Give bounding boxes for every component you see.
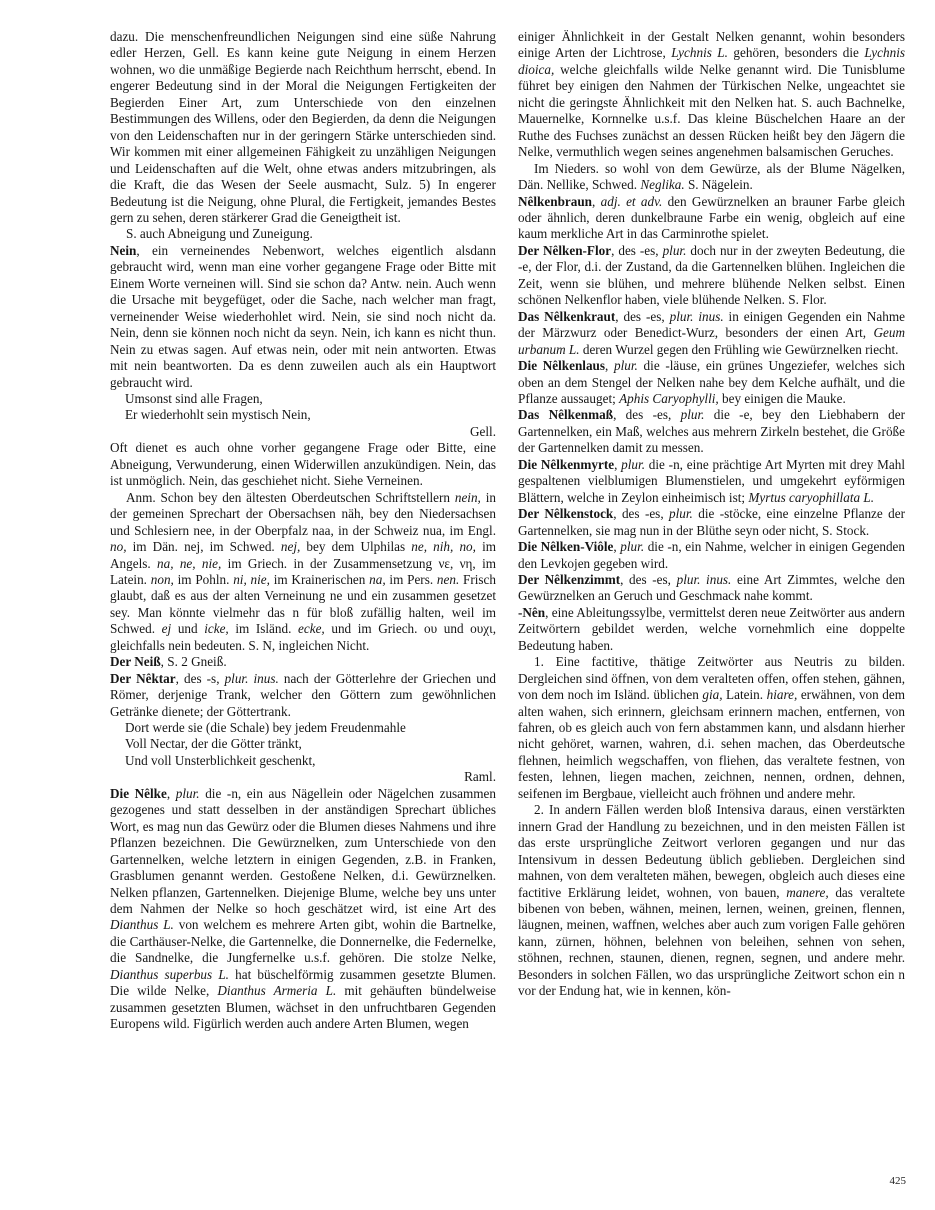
headword-nelkenbraun: Nêlkenbraun bbox=[518, 193, 593, 209]
headword-nelkenstock: Der Nêlkenstock bbox=[518, 506, 614, 522]
headword-nelkenlaus: Die Nêlkenlaus bbox=[518, 358, 606, 374]
entry-neiss: Der Neiß, S. 2 Gneiß. bbox=[110, 654, 227, 670]
headword-nelkenmass: Das Nêlkenmaß bbox=[518, 407, 614, 423]
headword-nelken-viole: Die Nêlken-Viôle bbox=[518, 539, 614, 555]
entry-nelkenmyrte: Die Nêlkenmyrte, plur. die -n, eine prächtige Art Myrten mit drey Mahl gespaltenen vielblumigen Blumenstielen, und umgekehrt eyförmigen Blättern, welche in Zeylon einheimisch ist; Myrtus caryophillata L. bbox=[518, 456, 906, 505]
verse-source: Gell. bbox=[469, 423, 496, 439]
entry-nelken-flor: Der Nêlken-Flor, des -es, plur. doch nur in der zweyten Bedeutung, die -e, der Flor, d.i. der Zustand, da die Gartennelken blühen. Ingleichen die Zeit, wenn sie blühen, und mehrere blühende Nelken selbst. Einen schönen Nelkenflor haben, viele blühende Nelken. S. Flor. bbox=[518, 242, 905, 308]
headword-neiss: Der Neiß bbox=[110, 654, 161, 670]
entry-nelkenlaus: Die Nêlkenlaus, plur. die -läuse, ein grünes Ungeziefer, welches sich oben an dem Stengel der Nelken nahe bey dem Kelche aufhält, und die Pflanze aussauget; Aphis Caryophylli, bey einigen die Mauke. bbox=[518, 358, 905, 406]
headword-nelkenmyrte: Die Nêlkenmyrte bbox=[518, 456, 615, 472]
entry-nein: Nein, ein verneinendes Nebenwort, welches eigentlich alsdann gebraucht wird, wenn man eine vorher gegangene Frage oder Bitte mit Einem Worte verneinen will. Sind sie schon da? Antw. nein. Auch wenn die Ursache mit beygefüget, oder die Sache, nach welcher man fragt, verneinender Weise wiederhohlet wird. Nein, sie sind noch nicht da. Nein, denn sie können noch nicht da seyn. Nein, ich kann es nicht thun. Nein zu etwas sagen. Auf etwas nein, oder mit nein antworten. Etwas mit nein beantworten. Da es denn zuweilen auch als ein Hauptwort gebraucht wird. bbox=[110, 242, 496, 390]
nen-sense-2: 2. In andern Fällen werden bloß Intensiva daraus, einen verstärkten innern Grad der Handlung zu bezeichnen, und in den meisten Fällen ist das erste ursprüngliche Zeitwort verloren gegangen und nur das Intensivum in dessen Bedeutung üblich geblieben. Dergleichen sind mahnen, von dem veralteten mähen, bewegen, obgleich auch dieses eine factitive Erklärung leidet, wohnen, von bauen, manere, das veraltete bibenen von beben, wähnen, meinen, lernen, weinen, greinen, flennen, läugnen, meinen, waffnen, welches aber auch zum vorigen Falle gehören kann, zürnen, höhnen, belehnen von beleihen, sehnen von sehen, stöhnen, rechnen, staunen, dienen, regnen, segnen, und andere mehr. Besonders in solchen Fällen, wo das ursprüngliche Zeitwort schon ein n vor der Endung hat, wie in kennen, kön- bbox=[518, 802, 905, 999]
right-column bbox=[518, 29, 905, 1000]
entry-nelke: Die Nêlke, plur. die -n, ein aus Nägellein oder Nägelchen zusammen gezogenes und statt desselben in der anständigen Sprechart übliches Wort, es mag nun das Gewürz oder die Blumen dieses Nahmens und ihre Pflanzen bezeichnen. Die Gewürznelken, zum Unterschiede von den Gartennelken, welche letztern in einigen Gegenden, z.B. in Franken, Grasblumen genannt werden. Gestoßene Nelken, d.i. Gewürznelken. Nelken pflanzen, Gartennelken. Diejenige Blume, welche bey uns unter dem Nahmen der Nelke so hoch geschätzet wird, ist eine Art des Dianthus L. von welchem es mehrere Arten gibt, wohin die Bartnelke, die Carthäuser-Nelke, die Gartennelke, die Donnernelke, die Federnelke, die Sandnelke, die Jungfernelke u.s.f. gehören. Die stolze Nelke, Dianthus superbus L. hat büschelförmig zusammen gesetzte Blumen. Die wilde Nelke, Dianthus Armeria L. mit gehäuften bündelweise zusammen gesetzten Blumen, wächset in den unfruchtbaren Gegenden Europens wild. Figürlich werden auch andere Arten Blumen, wegen bbox=[110, 785, 496, 1032]
verse-line: Und voll Unsterblichkeit geschenkt, bbox=[125, 752, 316, 768]
entry-nelken-viole: Die Nêlken-Viôle, plur. die -n, ein Nahme, welcher in einigen Gegenden den Levkojen gegeben wird. bbox=[518, 539, 905, 571]
verse-line: Er wiederhohlt sein mystisch Nein, bbox=[125, 407, 311, 423]
entry-nektar: Der Nêktar, des -s, plur. inus. nach der Götterlehre der Griechen und Römer, derjenige Trank, welcher den Göttern zum gewöhnlichen Getränke dienete; der Göttertrank. bbox=[110, 670, 496, 719]
entry-nelkenstock: Der Nêlkenstock, des -es, plur. die -stöcke, eine einzelne Pflanze der Gartennelken, sie mag nun in der Blüthe seyn oder nicht, S. Stock. bbox=[518, 506, 905, 538]
headword-nektar: Der Nêktar bbox=[110, 670, 176, 686]
verse-line: Dort werde sie (die Schale) bey jedem Freudenmahle bbox=[125, 720, 406, 736]
entry-nelkenbraun: Nêlkenbraun, adj. et adv. den Gewürznelken an brauner Farbe gleich oder ähnlich, deren dunkelbraune Farbe ein wenig, obgleich auf eine kaum merkliche Art in das Carminrothe spielet. bbox=[518, 193, 905, 242]
nen-sense-1: 1. Eine factitive, thätige Zeitwörter aus Neutris zu bilden. Dergleichen sind öffnen, von dem veralteten offen, offen stehen, gähnen, von dem noch im Isländ. üblichen gia, Latein. hiare, erwähnen, von dem alten wahen, sich erinnern, gleichsam erinnern machen, entfernen, von fahren, ob es gleich auch von fern abstammen kann, und alsdann hierher nicht gehöret, warnen, wahren, d.i. sehen machen, das Oberdeutsche flehnen, heimlich wegschaffen, von fliehen, das veraltete festnen, von festen, lehnen, liegen machen, zeichnen, nennen, ordnen, dehnen, seifenen im Bergbaue, vielleicht auch fröhnen und andere mehr. bbox=[518, 654, 905, 801]
verse-line: Umsonst sind alle Fragen, bbox=[125, 390, 263, 406]
headword-nelkenkraut: Das Nêlkenkraut bbox=[518, 308, 616, 324]
entry-nen: -Nên, eine Ableitungssylbe, vermittelst deren neue Zeitwörter aus andern Zeitwörtern gebildet werden, welche vornehmlich eine doppelte Bedeutung haben. bbox=[518, 604, 905, 653]
neigung-continuation: dazu. Die menschenfreundlichen Neigungen sind eine süße Nahrung edler Herzen, Gell. Es kann keine gute Neigung in einem Herzen wohnen, wo die unmäßige Begierde nach Reichthum herrscht, ebend. In engerer Bedeutung sind in der Moral die Neigungen Fertigkeiten der Begierden Einer Art, zum Unterschiede von den einzelnen Bestimmungen des Willens, oder den Begierden, da denn die Neigungen von den Leidenschaften nur in der geringern Stärke unterschieden sind. Wir kommen mit einer allgemeinen Fähigkeit zu unzähligen Neigungen und Leidenschaften auf die Welt, ohne etwas anders mitzubringen, als die Kraft, die das Wesen der Seele ausmacht, Sulz. 5) In engerer Bedeutung ist die Neigung, ohne Plural, die Fertigkeit, jemandes Bestes gern zu sehen, deren stärkerer Grad die Geneigtheit ist. bbox=[110, 29, 496, 225]
neigung-see-also: S. auch Abneigung und Zuneigung. bbox=[126, 226, 313, 242]
nein-annotation: Anm. Schon bey den ältesten Oberdeutschen Schriftstellern nein, in der gemeinen Sprechart der Obersachsen näh, bey den Niedersachsen und Schlesiern nee, in der Oberpfalz naa, in der Schweiz nua, im Engl. no, im Dän. nej, im Schwed. nej, bey dem Ulphilas ne, nih, no, im Angels. na, ne, nie, im Griech. in der Zusammensetzung νε, νη, im Latein. non, im Pohln. ni, nie, im Krainerischen na, im Pers. nen. Frisch glaubt, daß es aus der alten Verneinung ne und ein zusammen gesetzet sey. Man könnte vielmehr das n für bloß zufällig halten, weil im Schwed. ej und icke, im Isländ. ecke, und im Griech. ου und ουχι, gleichfalls nein bedeuten. S. N, ingleichen Nicht. bbox=[110, 489, 496, 653]
headword-nen: -Nên bbox=[518, 604, 546, 620]
page-number: 425 bbox=[889, 1175, 906, 1187]
left-column bbox=[110, 29, 496, 1033]
nelke-etymology: Im Nieders. so wohl von dem Gewürze, als der Blume Nägelken, Dän. Nellike, Schwed. Neglika. S. Nägelein. bbox=[518, 160, 905, 193]
entry-nelkenmass: Das Nêlkenmaß, des -es, plur. die -e, bey den Liebhabern der Gartennelken, ein Maß, welches aus mehrern Zirkeln bestehet, die Größe der Gartennelken damit zu messen. bbox=[518, 407, 905, 456]
headword-nelkenzimmt: Der Nêlkenzimmt bbox=[518, 571, 621, 587]
headword-nein: Nein bbox=[110, 242, 137, 258]
entry-nelkenzimmt: Der Nêlkenzimmt, des -es, plur. inus. eine Art Zimmtes, welche den Gewürznelken an Geruch und Geschmack nahe kommt. bbox=[518, 571, 905, 604]
entry-nelkenkraut: Das Nêlkenkraut, des -es, plur. inus. in einigen Gegenden ein Nahme der Märzwurz oder Benedict-Wurz, besonders der einen Art, Geum urbanum L. deren Wurzel gegen den Frühling wie Gewürznelken riecht. bbox=[518, 308, 905, 357]
verse-source: Raml. bbox=[464, 769, 496, 785]
headword-nelken-flor: Der Nêlken-Flor bbox=[518, 242, 612, 258]
headword-nelke: Die Nêlke bbox=[110, 785, 167, 801]
nelke-continuation: einiger Ähnlichkeit in der Gestalt Nelken genannt, wohin besonders einige Arten der Lichtrose, Lychnis L. gehören, besonders die Lychnis dioica, welche gleichfalls wilde Nelke genannt wird. Die Tunisblume führet bey einigen den Nahmen der Türkischen Nelke, ungeachtet sie nicht die geringste Ähnlichkeit mit den Nelken hat. S. auch Bachnelke, Mauernelke, Kornnelke u.s.f. Das kleine Büschelchen Haare an der Ruthe des Fuchses zunächst an dessen Rücken heißt bey den Jägern die Nelke, vermuthlich wegen seines angenehmen balsamischen Geruches. bbox=[518, 29, 905, 160]
verse-line: Voll Nectar, der die Götter tränkt, bbox=[125, 736, 302, 752]
nein-continuation: Oft dienet es auch ohne vorher gegangene Frage oder Bitte, eine Abneigung, Verwunderung, einen Widerwillen anzukündigen. Nein, das ist unmöglich. Nein, das geschiehet nicht. Siehe Verneinen. bbox=[110, 440, 496, 489]
